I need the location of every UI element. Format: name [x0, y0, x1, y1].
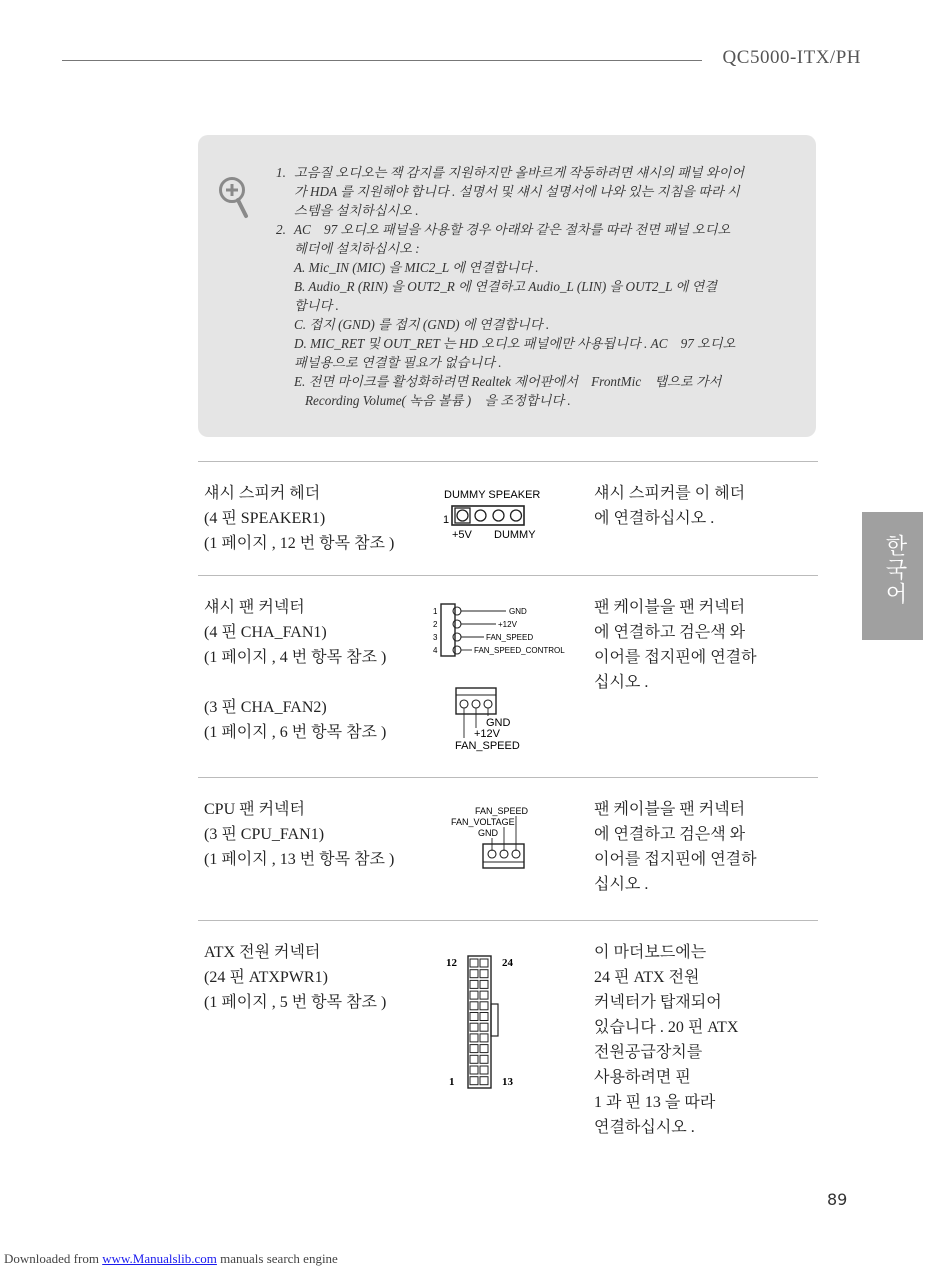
- pin-number: 13: [502, 1076, 513, 1088]
- note-step: D. MIC_RET 및 OUT_RET 는 HD 오디오 패널에만 사용됩니다 . AC 97 오디오: [294, 336, 736, 351]
- atx-pin: [470, 991, 478, 999]
- atx-pin: [470, 1034, 478, 1042]
- cha-fan2-diagram: [450, 686, 530, 754]
- footer: Downloaded from www.Manualslib.com manuals search engine: [4, 1251, 338, 1266]
- atx-pin: [480, 991, 488, 999]
- atx-pin: [470, 1066, 478, 1074]
- magnifier-plus-icon: [218, 176, 250, 222]
- connector-pin: [493, 510, 504, 521]
- language-tab-label: 한국어: [882, 534, 907, 606]
- speaker-description: 섀시 스피커를 이 헤더 에 연결하십시오 .: [594, 485, 746, 527]
- chassis-fan-section-label: [204, 595, 386, 745]
- pin-info: (3 핀 CHA_FAN2): [204, 699, 327, 716]
- atx-pin: [480, 1077, 488, 1085]
- pin-info: (3 핀 CPU_FAN1): [204, 826, 325, 843]
- page-ref: (1 페이지 , 5 번 항목 참조 ): [204, 994, 387, 1011]
- atx-pin: [470, 980, 478, 988]
- atx-pin: [470, 959, 478, 967]
- section-divider: [198, 777, 818, 778]
- atx-pin: [480, 1023, 488, 1031]
- atx-pin-grid: [470, 959, 488, 1085]
- pin-label: FAN_SPEED: [486, 633, 534, 642]
- atx-connector-diagram: [440, 950, 530, 1092]
- pin-number: 12: [446, 957, 457, 969]
- pin-label: FAN_SPEED: [455, 740, 520, 752]
- note-step: B. Audio_R (RIN) 을 OUT2_R 에 연결하고 Audio_L (LIN) 을 OUT2_L 에 연결: [294, 279, 718, 294]
- connector-pin: [457, 510, 468, 521]
- pin-label: FAN_SPEED: [475, 806, 529, 816]
- cha-fan1-diagram: [430, 601, 570, 661]
- pin-info: (4 핀 SPEAKER1): [204, 510, 326, 527]
- note-step: A. Mic_IN (MIC) 을 MIC2_L 에 연결합니다 .: [294, 260, 539, 275]
- diagram-label: DUMMY: [494, 529, 536, 541]
- atx-pin: [480, 1002, 488, 1010]
- note-step: 합니다 .: [294, 298, 339, 313]
- note-step: E. 전면 마이크를 활성화하려면 Realtek 제어판에서 FrontMic 탭으로 가서: [294, 374, 722, 389]
- diagram-label: DUMMY SPEAKER: [444, 489, 541, 501]
- atx-description: 이 마더보드에는 24 핀 ATX 전원 커넥터가 탑재되어 있습니다 . 20 핀 ATX 전원공급장치를 사용하려면 핀 1 과 핀 13 을 따라 연결하십시오 .: [594, 944, 739, 1136]
- page-ref: (1 페이지 , 4 번 항목 참조 ): [204, 649, 387, 666]
- pin-label: GND: [509, 607, 527, 616]
- atx-pin: [470, 1002, 478, 1010]
- section-title: ATX 전원 커넥터: [204, 944, 321, 961]
- speaker-header-diagram: [440, 486, 550, 544]
- connector-latch: [491, 1004, 498, 1036]
- atx-pin: [480, 980, 488, 988]
- section-divider: [198, 575, 818, 576]
- connector-pin: [511, 510, 522, 521]
- pin-info: (24 핀 ATXPWR1): [204, 969, 328, 986]
- atx-pin: [470, 1045, 478, 1053]
- atx-section-label: [204, 940, 386, 1015]
- atx-pin: [470, 1055, 478, 1063]
- speaker-section-label: [204, 481, 394, 556]
- atx-pin: [480, 1066, 488, 1074]
- diagram-label: +5V: [452, 529, 472, 541]
- atx-pin: [480, 1055, 488, 1063]
- pin-number: 1: [449, 1076, 455, 1088]
- pin-number: 4: [433, 646, 438, 655]
- pin-label: GND: [478, 828, 498, 838]
- section-divider: [198, 920, 818, 921]
- section-title: CPU 팬 커넥터: [204, 801, 305, 818]
- atx-pin: [470, 1013, 478, 1021]
- atx-pin: [470, 1077, 478, 1085]
- cpu-fan-description: 팬 케이블을 팬 커넥터 에 연결하고 검은색 와 이어를 접지핀에 연결하 십시오 .: [594, 801, 757, 893]
- pin-label: FAN_VOLTAGE: [451, 817, 515, 827]
- cpu-fan-section-label: [204, 797, 394, 872]
- atx-pin: [480, 1013, 488, 1021]
- note-step: 패널용으로 연결할 필요가 없습니다 .: [294, 355, 502, 370]
- note-list: [276, 163, 766, 410]
- note-item-1: 1. 고음질 오디오는 잭 감지를 지원하지만 올바르게 작동하려면 섀시의 패널 와이어 가 HDA 를 지원해야 합니다 . 설명서 및 섀시 설명서에 나와 있는 지침을 따라 시 스템을 설치하십시오 .: [276, 165, 745, 218]
- pin-label: +12V: [498, 620, 517, 629]
- pin-label: FAN_SPEED_CONTROL: [474, 646, 565, 655]
- atx-pin: [480, 1045, 488, 1053]
- atx-pin: [480, 959, 488, 967]
- connector-housing: [452, 506, 524, 525]
- atx-pin: [480, 1034, 488, 1042]
- model-title: QC5000-ITX/PH: [722, 47, 861, 68]
- cpu-fan-diagram: [450, 804, 540, 872]
- pin-number: 24: [502, 957, 513, 969]
- pin-number: 1: [433, 607, 438, 616]
- manualslib-link[interactable]: www.Manualslib.com: [102, 1251, 217, 1266]
- note-step: C. 접지 (GND) 를 접지 (GND) 에 연결합니다 .: [294, 317, 550, 332]
- pin-number: 2: [433, 620, 438, 629]
- pin-label: GND: [486, 717, 511, 729]
- pin-number: 1: [443, 514, 450, 526]
- pin-number: 3: [433, 633, 438, 642]
- section-title: 섀시 스피커 헤더: [204, 485, 321, 502]
- page-ref: (1 페이지 , 13 번 항목 참조 ): [204, 851, 395, 868]
- atx-pin: [470, 1023, 478, 1031]
- page-ref: (1 페이지 , 12 번 항목 참조 ): [204, 535, 395, 552]
- atx-pin: [480, 970, 488, 978]
- page-ref: (1 페이지 , 6 번 항목 참조 ): [204, 724, 387, 741]
- page-number: 89: [827, 1190, 848, 1209]
- note-item-2: 2. AC 97 오디오 패널을 사용할 경우 아래와 같은 절차를 따라 전면 패널 오디오 헤더에 설치하십시오 :: [276, 222, 731, 256]
- connector-pin: [475, 510, 486, 521]
- atx-pin: [470, 970, 478, 978]
- language-tab: [862, 512, 923, 640]
- section-title: 섀시 팬 커넥터: [204, 599, 305, 616]
- note-step: Recording Volume( 녹음 볼륨 ) 을 조정합니다 .: [305, 393, 571, 408]
- header-rule: [62, 60, 702, 61]
- pin-label: +12V: [474, 728, 500, 740]
- pin-info: (4 핀 CHA_FAN1): [204, 624, 327, 641]
- section-divider: [198, 461, 818, 462]
- chassis-fan-description: 팬 케이블을 팬 커넥터 에 연결하고 검은색 와 이어를 접지핀에 연결하 십시오 .: [594, 599, 757, 691]
